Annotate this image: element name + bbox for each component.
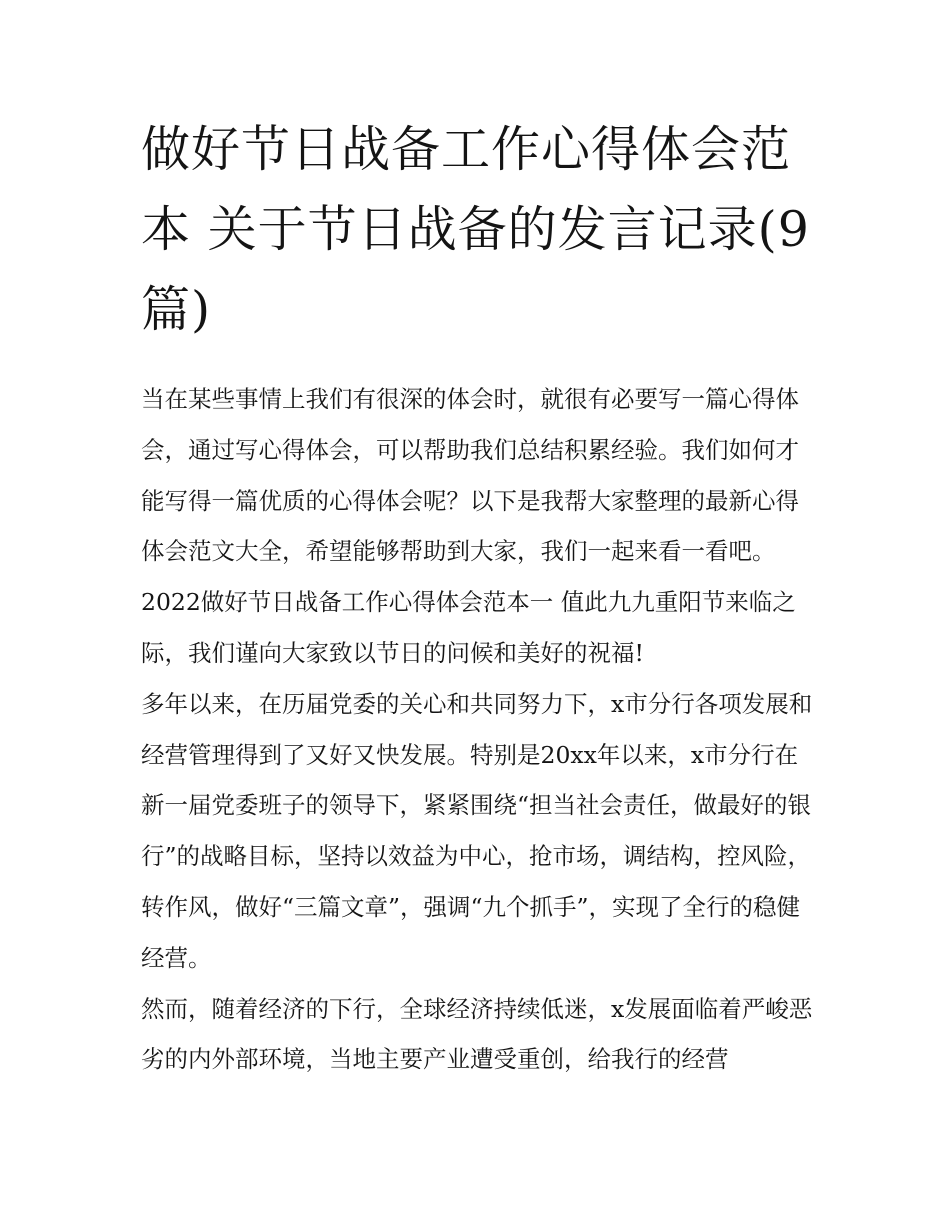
document-content (141, 110, 817, 1085)
paragraph-economic-environment: 然而，随着经济的下行，全球经济持续低迷，x发展面临着严峻恶劣的内外部环境，当地主要产业遭受重创，给我行的经营 (141, 994, 813, 1074)
paragraph-sample-one: 2022做好节日战备工作心得体会范本一 值此九九重阳节来临之际，我们谨向大家致以节日的问候和美好的祝福! (141, 588, 796, 667)
document-body (141, 374, 817, 1085)
paragraph-development: 多年以来，在历届党委的关心和共同努力下，x市分行各项发展和经营管理得到了又好又快发展。特别是20xx年以来，x市分行在新一届党委班子的领导下，紧紧围绕“担当社会责任，做最好的银行”的战略目标，坚持以效益为中心，抢市场，调结构，控风险，转作风，做好“三篇文章”，强调“九个抓手”，实现了全行的稳健经营。 (141, 689, 813, 972)
paragraph-intro: 当在某些事情上我们有很深的体会时，就很有必要写一篇心得体会，通过写心得体会，可以帮助我们总结积累经验。我们如何才能写得一篇优质的心得体会呢？以下是我帮大家整理的最新心得体会范文大全，希望能够帮助到大家，我们一起来看一看吧。 (141, 385, 799, 566)
document-title: 做好节日战备工作心得体会范本 关于节日战备的发言记录(9篇) (141, 121, 810, 338)
